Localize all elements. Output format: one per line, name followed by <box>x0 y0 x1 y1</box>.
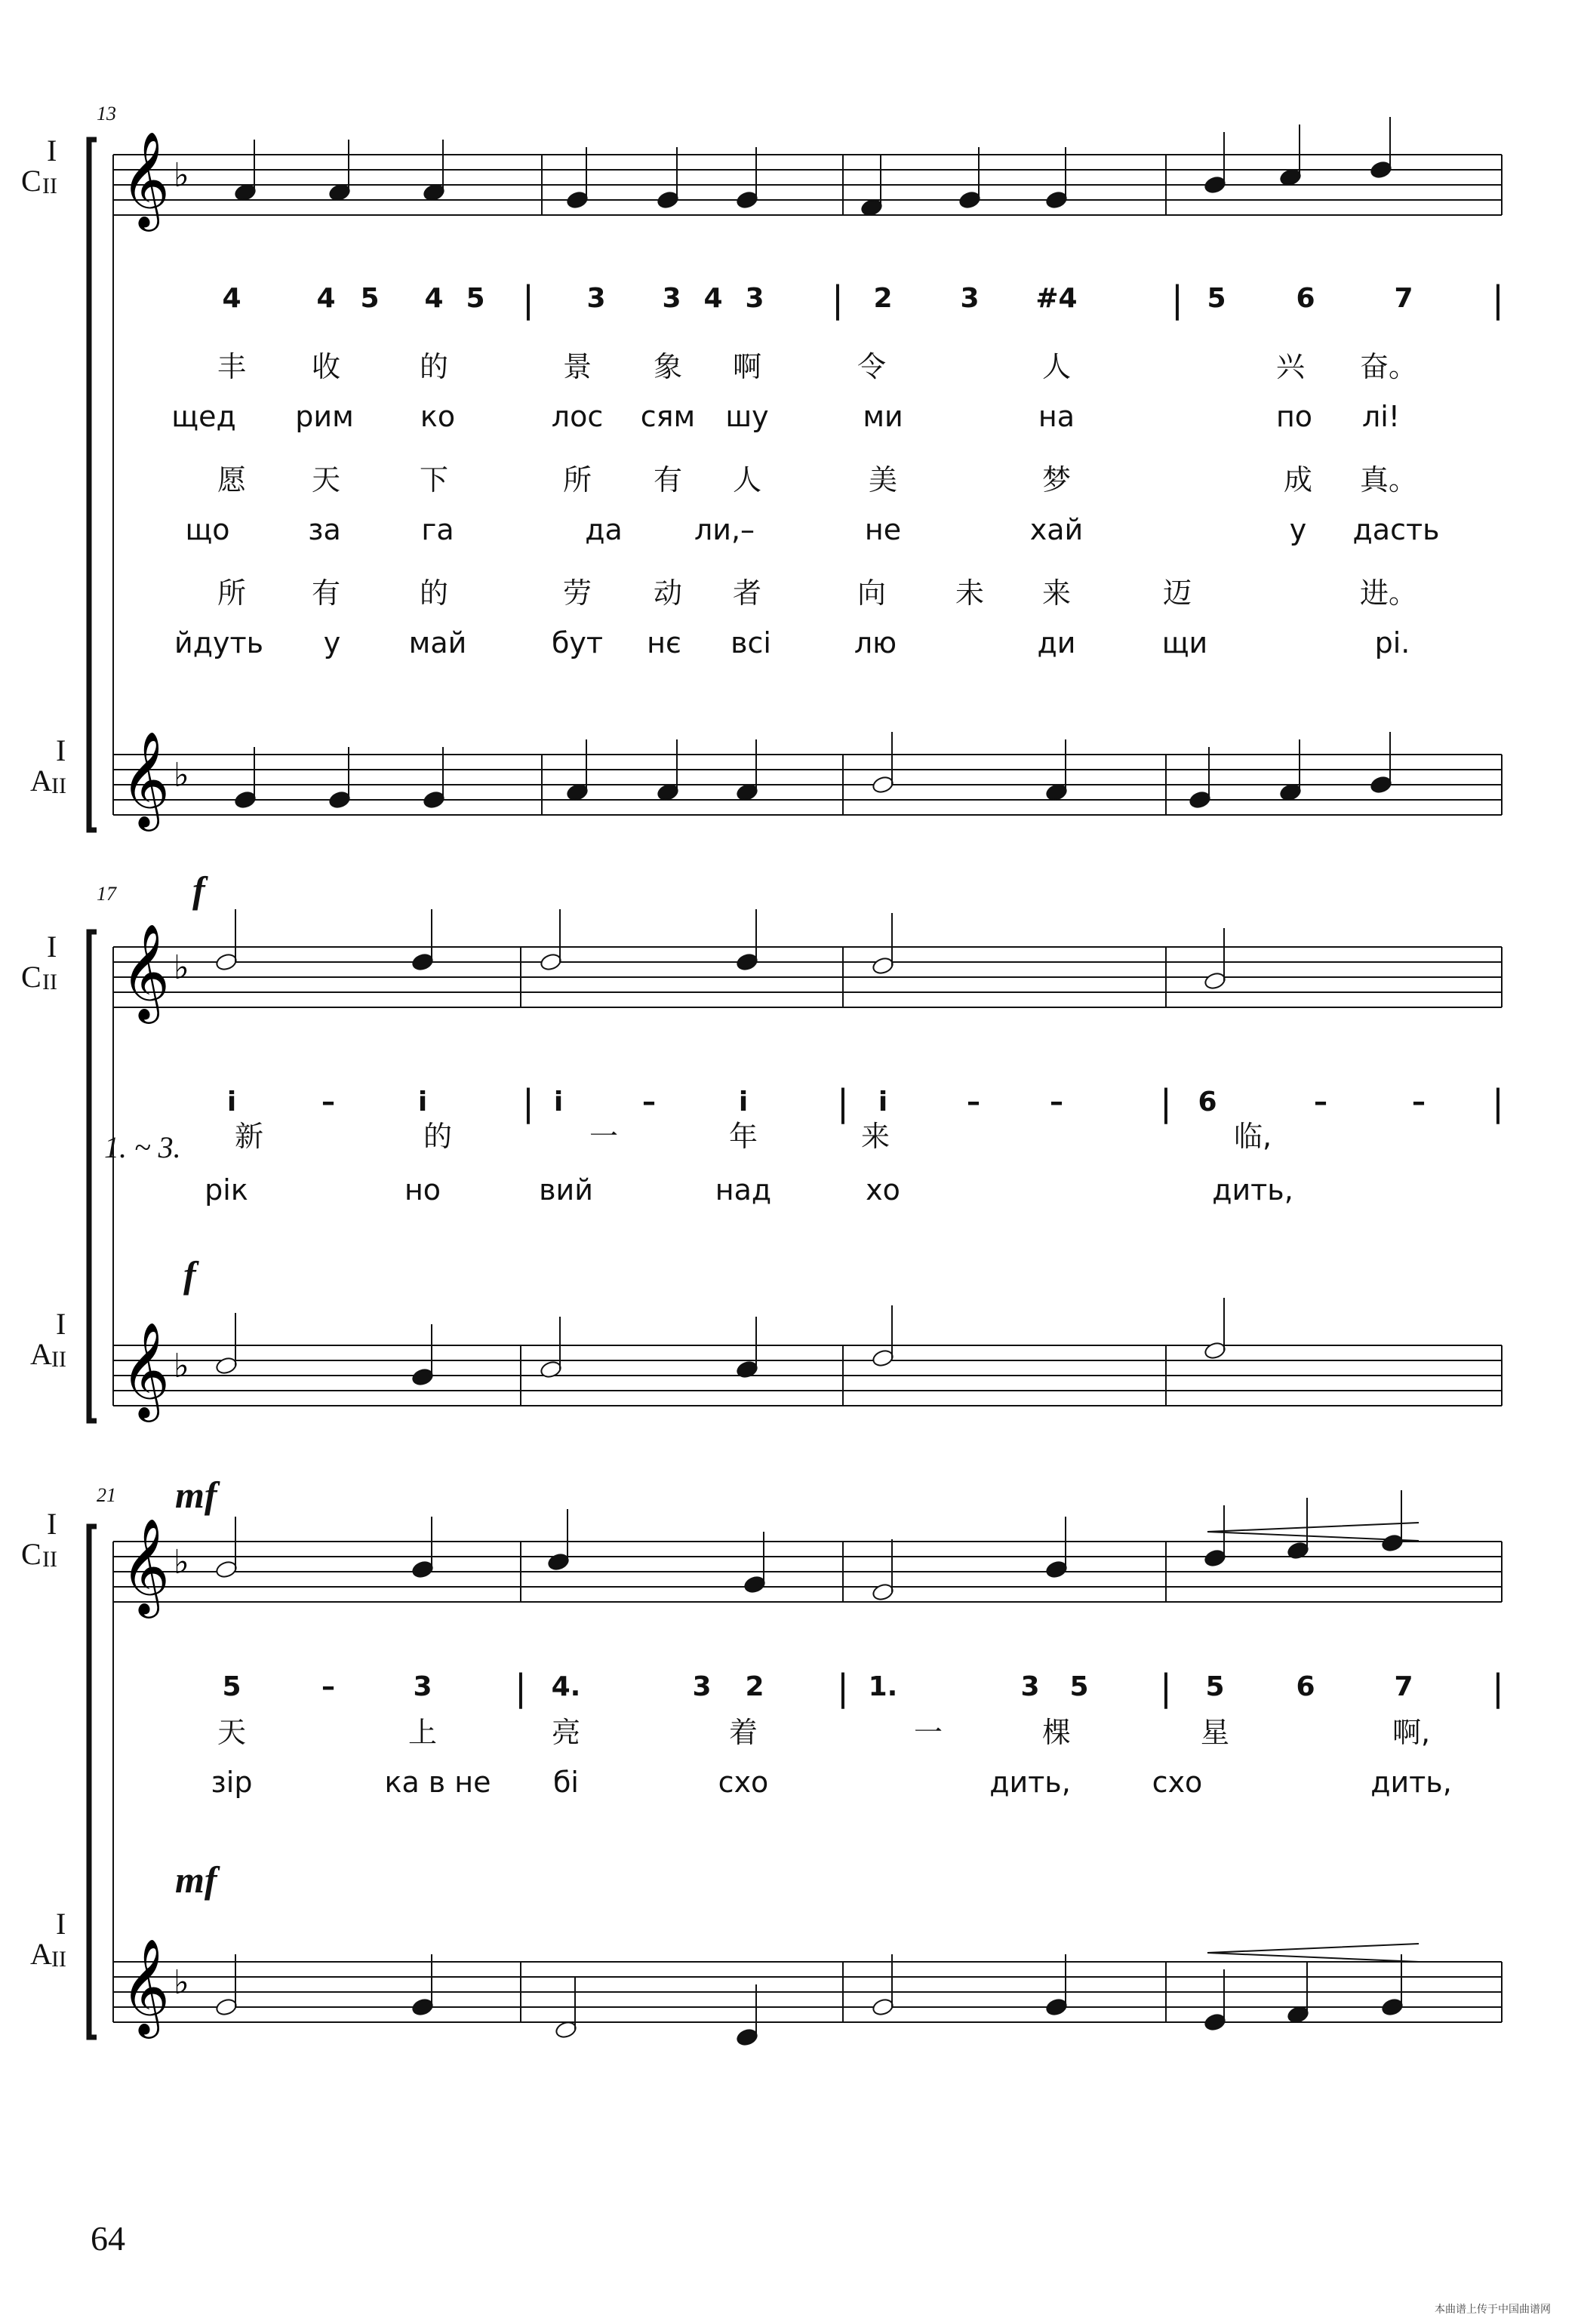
jianpu-note: i <box>226 1087 237 1117</box>
jianpu-note: 5 <box>1207 283 1226 314</box>
lyric-syllable: ко <box>420 400 456 433</box>
lyric-syllable: 梦 <box>1041 463 1072 496</box>
lyric-syllable: рік <box>205 1173 248 1207</box>
jianpu-note: 4 <box>222 283 241 314</box>
voice-label-upper-top: I <box>47 134 57 168</box>
jianpu-note: 3 <box>586 283 606 314</box>
lyric-syllable: ми <box>863 400 903 433</box>
lyric-syllable: но <box>404 1173 441 1207</box>
lyric-syllable: за <box>308 513 341 546</box>
notehead <box>215 1997 238 2017</box>
lyric-syllable: да <box>585 513 623 546</box>
jianpu-note: i <box>417 1087 428 1117</box>
lyric-syllable: 景 <box>562 350 592 383</box>
lyric-syllable: схо <box>718 1766 769 1799</box>
voice-label-lower-letter: A <box>30 1937 52 1971</box>
notehead <box>1204 175 1227 195</box>
jianpu-note: 6 <box>1296 283 1315 314</box>
voice-label-lower-top: I <box>56 1907 66 1941</box>
lyric-syllable: 收 <box>311 350 341 383</box>
notehead <box>736 952 759 972</box>
jianpu-note: 1. <box>868 1671 898 1702</box>
notehead <box>423 790 446 810</box>
notehead <box>657 190 680 210</box>
notehead <box>540 1360 563 1379</box>
lyric-syllable: 愿 <box>217 463 247 496</box>
voice-label-upper-letter: C <box>21 960 42 994</box>
lyric-syllable: 者 <box>732 576 762 610</box>
flat-key-signature-icon: ♭ <box>174 1543 189 1582</box>
voice-label-lower-top: I <box>56 1307 66 1341</box>
voice-label-lower-bottom: II <box>51 1947 66 1972</box>
notehead <box>736 2027 759 2047</box>
lyric-syllable: йдуть <box>174 626 263 659</box>
dynamic-marking: f <box>183 1253 196 1296</box>
jianpu-note: 2 <box>873 283 893 314</box>
jianpu-barline: | <box>831 278 844 321</box>
notehead <box>958 190 982 210</box>
lyric-syllable: 天 <box>217 1716 247 1749</box>
voice-label-upper-top: I <box>47 1507 57 1541</box>
jianpu-note: – <box>321 1087 335 1117</box>
jianpu-note: 5 <box>466 283 485 314</box>
jianpu-note: 6 <box>1198 1087 1217 1117</box>
notehead <box>872 775 895 795</box>
lyric-syllable: 美 <box>868 463 898 496</box>
voice-label-upper-letter: C <box>21 1537 42 1571</box>
lyric-syllable: дить, <box>989 1766 1071 1799</box>
treble-clef-icon: 𝄞 <box>121 730 171 827</box>
lyric-syllable: сям <box>640 400 696 433</box>
jianpu-note: – <box>642 1087 656 1117</box>
jianpu-note: #4 <box>1035 283 1078 314</box>
lyric-syllable: дить, <box>1212 1173 1293 1207</box>
jianpu-note: 5 <box>1069 1671 1089 1702</box>
flat-key-signature-icon: ♭ <box>174 1963 189 2002</box>
lyric-syllable: 下 <box>419 463 449 496</box>
notehead <box>411 952 435 972</box>
lyric-syllable: 啊 <box>732 350 762 383</box>
notehead <box>872 956 895 976</box>
lyric-syllable: по <box>1275 400 1313 433</box>
notehead <box>215 1560 238 1579</box>
lyric-syllable: 天 <box>311 463 341 496</box>
voice-label-lower-top: I <box>56 733 66 767</box>
lyric-syllable: 有 <box>311 576 341 610</box>
notehead <box>547 1552 571 1572</box>
lyric-syllable: 棵 <box>1041 1716 1072 1749</box>
lyric-syllable: 迈 <box>1162 576 1192 610</box>
lyric-syllable: ка в не <box>384 1766 491 1799</box>
voice-label-lower-bottom: II <box>51 773 66 798</box>
lyric-syllable: рим <box>295 400 354 433</box>
notehead <box>872 1997 895 2017</box>
jianpu-note: 7 <box>1394 283 1413 314</box>
lyric-syllable: 一 <box>589 1120 619 1153</box>
lyric-syllable: 啊, <box>1392 1716 1431 1749</box>
lyric-syllable: нє <box>647 626 681 659</box>
jianpu-note: 3 <box>1020 1671 1040 1702</box>
lyric-syllable: 的 <box>419 576 449 610</box>
lyric-syllable: 人 <box>1041 350 1072 383</box>
measure-number: 13 <box>97 103 116 124</box>
system-bracket <box>89 140 97 830</box>
lyric-syllable: 星 <box>1200 1716 1230 1749</box>
lyric-syllable: у <box>323 626 341 659</box>
jianpu-note: – <box>1314 1087 1327 1117</box>
treble-clef-icon: 𝄞 <box>121 131 171 227</box>
lyric-syllable: схо <box>1152 1766 1203 1799</box>
jianpu-barline: | <box>514 1667 528 1709</box>
jianpu-barline: | <box>1170 278 1184 321</box>
notehead <box>215 952 238 972</box>
lyric-syllable: 向 <box>857 576 887 610</box>
lyric-syllable: рі. <box>1374 626 1410 659</box>
treble-clef-icon: 𝄞 <box>121 923 171 1019</box>
lyric-syllable: лі! <box>1361 400 1401 433</box>
page-number: 64 <box>91 2219 125 2258</box>
lyric-syllable: 奋。 <box>1359 350 1418 383</box>
lyric-syllable: 兴 <box>1275 350 1306 383</box>
notehead <box>328 790 352 810</box>
treble-clef-icon: 𝄞 <box>121 1517 171 1614</box>
notehead <box>1045 1997 1069 2017</box>
lyric-syllable: 动 <box>653 576 683 610</box>
jianpu-barline: | <box>1159 1667 1173 1709</box>
crescendo-hairpin <box>1207 1944 1419 1962</box>
lyric-syllable: над <box>715 1173 772 1207</box>
lyric-syllable: 来 <box>1041 576 1072 610</box>
notehead <box>540 952 563 972</box>
lyric-syllable: ли,– <box>694 513 755 546</box>
lyric-syllable: лос <box>551 400 604 433</box>
lyric-syllable: 上 <box>408 1716 438 1749</box>
notehead <box>411 1997 435 2017</box>
lyric-syllable: 象 <box>653 350 683 383</box>
notehead <box>411 1367 435 1387</box>
jianpu-barline: | <box>1491 1082 1505 1124</box>
voice-label-upper-letter: C <box>21 164 42 198</box>
lyric-syllable: 亮 <box>551 1716 581 1749</box>
treble-clef-icon: 𝄞 <box>121 1938 171 2034</box>
lyric-syllable: лю <box>854 626 897 659</box>
jianpu-note: 3 <box>662 283 681 314</box>
lyric-syllable: май <box>408 626 467 659</box>
lyric-syllable: 年 <box>728 1120 758 1153</box>
notehead <box>234 790 257 810</box>
lyric-syllable: ди <box>1037 626 1076 659</box>
lyric-syllable: у <box>1289 513 1307 546</box>
jianpu-note: 4 <box>703 283 723 314</box>
lyric-syllable: бут <box>551 626 604 659</box>
jianpu-barline: | <box>1491 1667 1505 1709</box>
notehead <box>411 1560 435 1579</box>
watermark-credit: 本曲谱上传于中国曲谱网 <box>1435 2304 1551 2316</box>
notehead <box>872 1348 895 1368</box>
jianpu-note: 5 <box>222 1671 241 1702</box>
notehead <box>1204 1341 1227 1360</box>
notehead <box>1204 2012 1227 2032</box>
lyric-syllable: бі <box>553 1766 579 1799</box>
notehead <box>1287 1541 1310 1560</box>
lyric-syllable: дасть <box>1352 513 1440 546</box>
jianpu-barline: | <box>836 1667 850 1709</box>
jianpu-barline: | <box>521 1082 535 1124</box>
flat-key-signature-icon: ♭ <box>174 156 189 195</box>
dynamic-marking: mf <box>175 1858 217 1901</box>
lyric-syllable: га <box>421 513 454 546</box>
flat-key-signature-icon: ♭ <box>174 1347 189 1385</box>
lyric-syllable: 令 <box>857 350 887 383</box>
voice-label-upper-bottom: II <box>42 174 57 198</box>
notehead <box>1204 971 1227 991</box>
lyric-syllable: не <box>864 513 902 546</box>
jianpu-barline: | <box>1159 1082 1173 1124</box>
lyric-syllable: 着 <box>728 1716 758 1749</box>
notehead <box>736 1360 759 1379</box>
jianpu-note: 4 <box>316 283 336 314</box>
notehead <box>1189 790 1212 810</box>
lyric-syllable: 未 <box>955 576 985 610</box>
jianpu-note: 3 <box>960 283 980 314</box>
notehead <box>1045 190 1069 210</box>
flat-key-signature-icon: ♭ <box>174 756 189 795</box>
jianpu-note: 3 <box>745 283 764 314</box>
voice-label-lower-letter: A <box>30 764 52 798</box>
lyric-syllable: 劳 <box>562 576 592 610</box>
dynamic-marking: mf <box>175 1474 217 1516</box>
lyric-syllable: зір <box>211 1766 253 1799</box>
jianpu-note: 2 <box>745 1671 764 1702</box>
jianpu-note: i <box>553 1087 564 1117</box>
lyric-syllable: 新 <box>234 1120 264 1153</box>
jianpu-note: 3 <box>413 1671 432 1702</box>
voice-label-upper-top: I <box>47 930 57 964</box>
lyric-syllable: хо <box>866 1173 900 1207</box>
notehead <box>1370 775 1393 795</box>
jianpu-barline: | <box>521 278 535 321</box>
lyric-syllable: щи <box>1161 626 1208 659</box>
lyric-syllable: 人 <box>732 463 762 496</box>
voice-label-lower-letter: A <box>30 1337 52 1371</box>
lyric-syllable: вий <box>539 1173 593 1207</box>
lyric-syllable: 一 <box>913 1716 943 1749</box>
lyric-syllable: 临, <box>1233 1120 1272 1153</box>
verse-marker: 1. ~ 3. <box>104 1130 181 1164</box>
jianpu-note: – <box>1050 1087 1063 1117</box>
notehead <box>566 190 589 210</box>
notehead <box>736 190 759 210</box>
lyric-syllable: 成 <box>1283 463 1313 496</box>
notehead <box>1204 1548 1227 1568</box>
lyric-syllable: 丰 <box>217 350 247 383</box>
lyric-syllable: дить, <box>1370 1766 1452 1799</box>
notehead <box>1381 1997 1404 2017</box>
system-bracket <box>89 932 97 1421</box>
jianpu-barline: | <box>1491 278 1505 321</box>
flat-key-signature-icon: ♭ <box>174 948 189 987</box>
jianpu-note: – <box>1412 1087 1426 1117</box>
lyric-syllable: 的 <box>423 1120 453 1153</box>
lyric-syllable: 所 <box>217 576 247 610</box>
lyric-syllable: 来 <box>860 1120 890 1153</box>
jianpu-note: i <box>738 1087 749 1117</box>
lyric-syllable: на <box>1038 400 1075 433</box>
jianpu-note: 4 <box>424 283 444 314</box>
jianpu-note: 4. <box>551 1671 581 1702</box>
notehead <box>1370 160 1393 180</box>
lyric-syllable: 的 <box>419 350 449 383</box>
notehead <box>215 1356 238 1376</box>
jianpu-note: – <box>321 1671 335 1702</box>
lyric-syllable: щед <box>171 400 236 433</box>
jianpu-note: 7 <box>1394 1671 1413 1702</box>
lyric-syllable: 所 <box>562 463 592 496</box>
lyric-syllable: шу <box>725 400 769 433</box>
jianpu-barline: | <box>836 1082 850 1124</box>
treble-clef-icon: 𝄞 <box>121 1321 171 1418</box>
lyric-syllable: 进。 <box>1359 576 1418 610</box>
jianpu-note: 5 <box>360 283 380 314</box>
notehead <box>743 1575 767 1594</box>
voice-label-upper-bottom: II <box>42 970 57 994</box>
notehead <box>1045 1560 1069 1579</box>
jianpu-note: – <box>967 1087 980 1117</box>
voice-label-upper-bottom: II <box>42 1547 57 1572</box>
notehead <box>1381 1533 1404 1553</box>
notehead <box>872 1582 895 1602</box>
measure-number: 21 <box>97 1484 116 1506</box>
dynamic-marking: f <box>192 868 205 911</box>
jianpu-note: 5 <box>1205 1671 1225 1702</box>
lyric-syllable: 真。 <box>1359 463 1418 496</box>
jianpu-note: i <box>878 1087 888 1117</box>
system-bracket <box>89 1526 97 2037</box>
jianpu-note: 6 <box>1296 1671 1315 1702</box>
lyric-syllable: всі <box>731 626 771 659</box>
measure-number: 17 <box>97 883 116 905</box>
lyric-syllable: хай <box>1029 513 1084 546</box>
lyric-syllable: 有 <box>653 463 683 496</box>
lyric-syllable: що <box>185 513 230 546</box>
jianpu-note: 3 <box>692 1671 712 1702</box>
voice-label-lower-bottom: II <box>51 1347 66 1372</box>
